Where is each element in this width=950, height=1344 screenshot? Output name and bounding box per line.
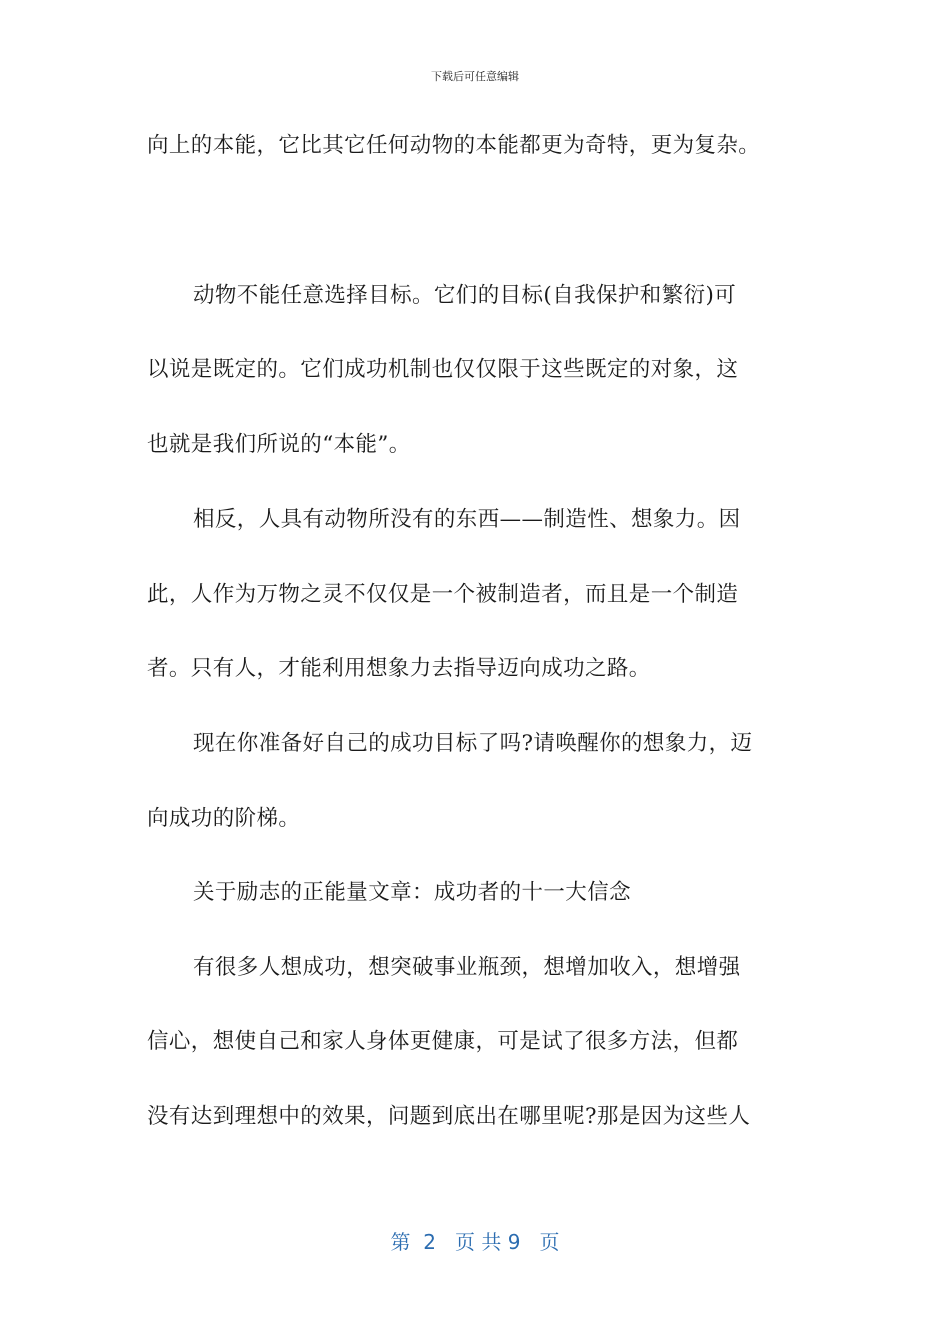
body-line: 此，人作为万物之灵不仅仅是一个被制造者，而且是一个制造 bbox=[147, 582, 739, 607]
body-line: 现在你准备好自己的成功目标了吗?请唤醒你的想象力，迈 bbox=[193, 731, 753, 756]
body-line: 向成功的阶梯。 bbox=[147, 806, 301, 831]
body-line: 信心，想使自己和家人身体更健康，可是试了很多方法，但都 bbox=[147, 1029, 739, 1054]
section-heading: 关于励志的正能量文章：成功者的十一大信念 bbox=[193, 880, 632, 905]
body-line: 有很多人想成功，想突破事业瓶颈，想增加收入，想增强 bbox=[193, 955, 741, 980]
body-line: 以说是既定的。它们成功机制也仅仅限于这些既定的对象，这 bbox=[147, 357, 739, 382]
body-line: 没有达到理想中的效果，问题到底出在哪里呢?那是因为这些人 bbox=[147, 1104, 751, 1129]
body-line: 者。只有人，才能利用想象力去指导迈向成功之路。 bbox=[147, 656, 651, 681]
body-line: 动物不能任意选择目标。它们的目标(自我保护和繁衍)可 bbox=[193, 283, 737, 308]
body-line: 相反，人具有动物所没有的东西——制造性、想象力。因 bbox=[193, 507, 741, 532]
page-number-footer: 第 2 页 共 9 页 bbox=[390, 1230, 560, 1254]
body-line: 向上的本能，它比其它任何动物的本能都更为奇特，更为复杂。 bbox=[147, 133, 761, 158]
page-header: 下载后可任意编辑 bbox=[431, 70, 519, 83]
body-line: 也就是我们所说的“本能”。 bbox=[147, 432, 411, 457]
